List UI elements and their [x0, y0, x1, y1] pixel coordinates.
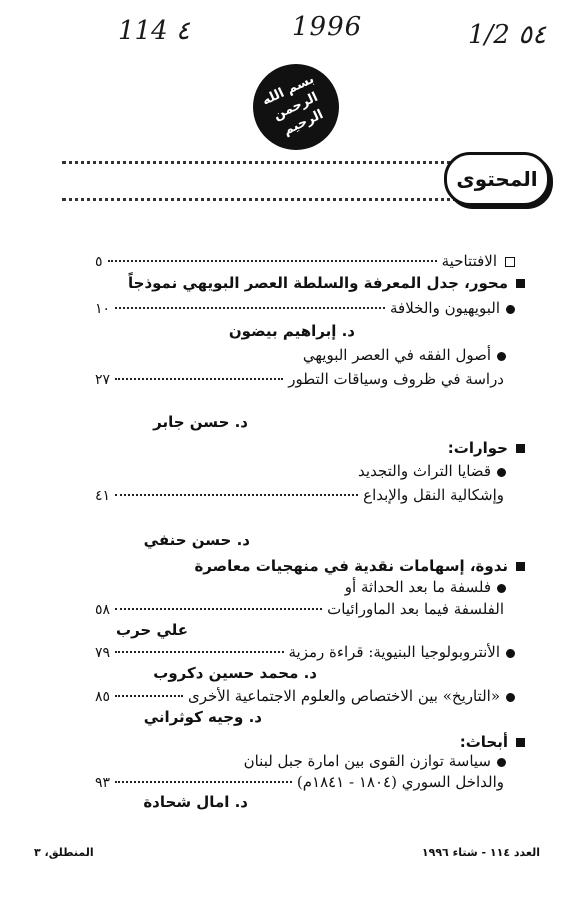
- toc-entry-balance-line2[interactable]: [95, 773, 520, 791]
- toc-title: المحتوى: [456, 167, 538, 191]
- toc-entry-anthropology[interactable]: [95, 643, 515, 661]
- dot-leader: [115, 494, 358, 496]
- page-number: ٨٥: [95, 689, 111, 705]
- toc-entry-buyids-caliphate[interactable]: [95, 299, 515, 317]
- page-number: ٢٧: [95, 372, 111, 388]
- handwritten-note-right: 1/2 ٥٤: [468, 20, 547, 50]
- basmala-text: بسم الله الرحمن الرحيم: [259, 71, 326, 139]
- page-number: ٤١: [95, 488, 111, 504]
- bullet-icon: [497, 758, 506, 767]
- bullet-icon: [506, 305, 515, 314]
- section-heading-axis: محور، جدل المعرفة والسلطة العصر البويهي نموذجاً: [128, 274, 525, 292]
- square-bullet-icon: [516, 279, 525, 288]
- toc-entry-heritage-line1[interactable]: قضايا التراث والتجديد: [358, 462, 506, 480]
- bullet-icon: [497, 468, 506, 477]
- section-heading-dialogues: حوارات:: [448, 439, 525, 457]
- square-bullet-icon: [516, 562, 525, 571]
- entry-author: د. وجيه كوثراني: [143, 708, 262, 726]
- handwritten-note-middle: 1996: [292, 12, 363, 42]
- entry-author: د. إبراهيم بيضون: [228, 322, 355, 340]
- entry-title: الافتتاحية: [441, 252, 497, 270]
- basmala-emblem: [253, 64, 339, 150]
- bullet-icon: [497, 352, 506, 361]
- toc-entry-postmodern-line1[interactable]: فلسفة ما بعد الحداثة أو: [345, 578, 506, 596]
- entry-title: البويهيون والخلافة: [390, 299, 500, 317]
- bullet-icon: [506, 693, 515, 702]
- square-bullet-icon: [516, 738, 525, 747]
- entry-title: «التاريخ» بين الاختصاص والعلوم الاجتماعية الأخرى: [188, 687, 500, 705]
- entry-author: د. محمد حسين دكروب: [153, 664, 317, 682]
- entry-author: د. امال شحادة: [143, 793, 248, 811]
- entry-title: دراسة في ظروف وسياقات التطور: [288, 370, 504, 388]
- footer-issue: العدد ١١٤ - شتاء ١٩٩٦: [421, 846, 540, 859]
- page-number: ٧٩: [95, 645, 111, 661]
- dot-leader: [115, 781, 292, 783]
- toc-entry-balance-line1[interactable]: سياسة توازن القوى بين امارة جبل لبنان: [244, 752, 506, 770]
- dot-leader: [115, 651, 283, 653]
- toc-title-badge: [444, 152, 550, 206]
- entry-author: د. حسن حنفي: [143, 531, 250, 549]
- entry-title: والداخل السوري (١٨٠٤ - ١٨٤١م): [296, 773, 504, 791]
- footer-journal-page: المنطلق، ٣: [34, 846, 94, 859]
- dot-leader: [115, 608, 322, 610]
- square-bullet-icon: [516, 444, 525, 453]
- handwritten-note-left: 114 ٤: [118, 16, 190, 46]
- dot-leader: [115, 695, 183, 697]
- toc-entry-history[interactable]: [95, 687, 515, 705]
- dot-leader: [115, 307, 385, 309]
- section-heading-symposium: ندوة، إسهامات نقدية في منهجيات معاصرة: [194, 557, 525, 575]
- bullet-icon: [506, 649, 515, 658]
- page-number: ٩٣: [95, 775, 111, 791]
- toc-entry-heritage-line2[interactable]: [95, 486, 520, 504]
- toc-entry-postmodern-line2[interactable]: [95, 600, 520, 618]
- section-heading-research: أبحاث:: [460, 733, 525, 751]
- open-square-bullet-icon: [505, 257, 515, 267]
- page-number: ٥: [95, 254, 103, 270]
- toc-entry-opening[interactable]: [95, 252, 515, 270]
- entry-author: علي حرب: [116, 621, 188, 639]
- page-number: ٥٨: [95, 602, 111, 618]
- dot-leader: [108, 260, 437, 262]
- toc-entry-fiqh-line2[interactable]: [95, 370, 520, 388]
- bullet-icon: [497, 584, 506, 593]
- entry-title: وإشكالية النقل والإبداع: [363, 486, 504, 504]
- entry-title: الأنتروبولوجيا البنيوية: قراءة رمزية: [288, 643, 500, 661]
- page-number: ١٠: [95, 301, 111, 317]
- dot-leader: [115, 378, 283, 380]
- toc-entry-fiqh-line1[interactable]: أصول الفقه في العصر البويهي: [303, 346, 506, 364]
- entry-author: د. حسن جابر: [153, 413, 248, 431]
- entry-title: الفلسفة فيما بعد الماورائيات: [327, 600, 504, 618]
